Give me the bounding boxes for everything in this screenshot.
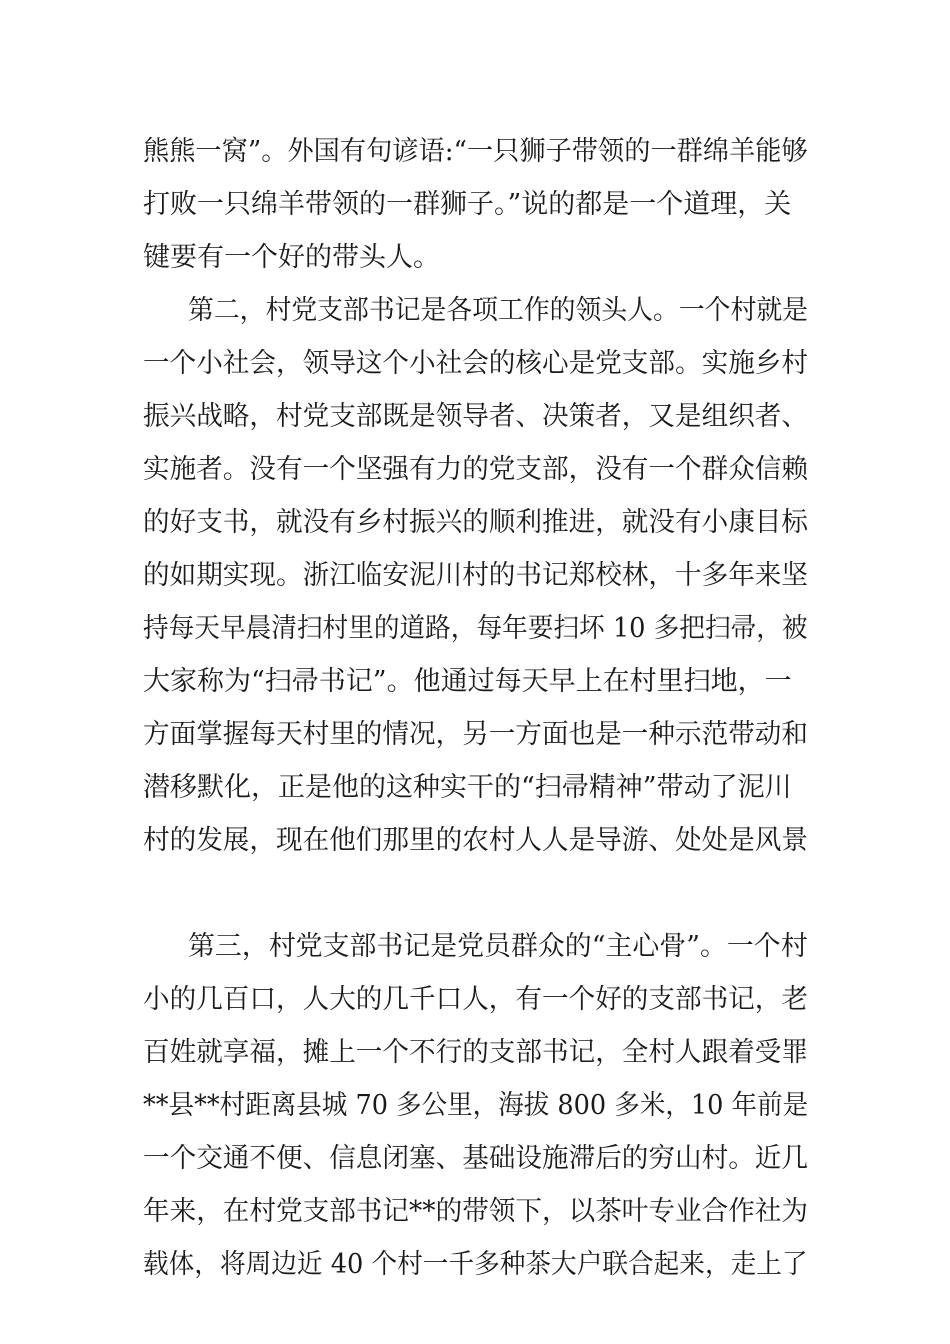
text-line: **县**村距离县城 70 多公里，海拔 800 多米，10 年前是 <box>143 1090 809 1121</box>
paragraph-start-line: 第三，村党支部书记是党员群众的“主心骨”。一个村 <box>188 931 808 962</box>
text-line: 载体，将周边近 40 个村一千多种茶大户联合起来，走上了 <box>143 1249 808 1280</box>
text-line: 年来，在村党支部书记**的带领下，以茶叶专业合作社为 <box>143 1196 808 1227</box>
text-line: 的如期实现。浙江临安泥川村的书记郑校林，十多年来坚 <box>143 560 808 591</box>
text-line: 村的发展，现在他们那里的农村人人是导游、处处是风景 <box>143 825 808 856</box>
text-line: 持每天早晨清扫村里的道路，每年要扫坏 10 多把扫帚，被 <box>143 613 808 644</box>
text-line: 键要有一个好的带头人。 <box>143 242 440 273</box>
paragraph-start-line: 第二，村党支部书记是各项工作的领头人。一个村就是 <box>188 295 808 326</box>
text-line: 打败一只绵羊带领的一群狮子。”说的都是一个道理，关 <box>143 189 792 220</box>
text-line: 实施者。没有一个坚强有力的党支部，没有一个群众信赖 <box>143 454 808 485</box>
text-line: 潜移默化，正是他的这种实干的“扫帚精神”带动了泥川 <box>143 772 792 803</box>
text-line: 熊熊一窝”。外国有句谚语:“一只狮子带领的一群绵羊能够 <box>143 136 808 167</box>
text-line: 小的几百口，人大的几千口人，有一个好的支部书记，老 <box>143 984 808 1015</box>
text-line: 大家称为“扫帚书记”。他通过每天早上在村里扫地，一 <box>143 666 792 697</box>
text-line: 一个交通不便、信息闭塞、基础设施滞后的穷山村。近几 <box>143 1143 808 1174</box>
text-line: 振兴战略，村党支部既是领导者、决策者，又是组织者、 <box>143 401 808 432</box>
text-line: 百姓就享福，摊上一个不行的支部书记，全村人跟着受罪 <box>143 1037 808 1068</box>
text-line: 方面掌握每天村里的情况，另一方面也是一种示范带动和 <box>143 719 808 750</box>
text-line: 一个小社会，领导这个小社会的核心是党支部。实施乡村 <box>143 348 808 379</box>
text-line: 的好支书，就没有乡村振兴的顺利推进，就没有小康目标 <box>143 507 808 538</box>
